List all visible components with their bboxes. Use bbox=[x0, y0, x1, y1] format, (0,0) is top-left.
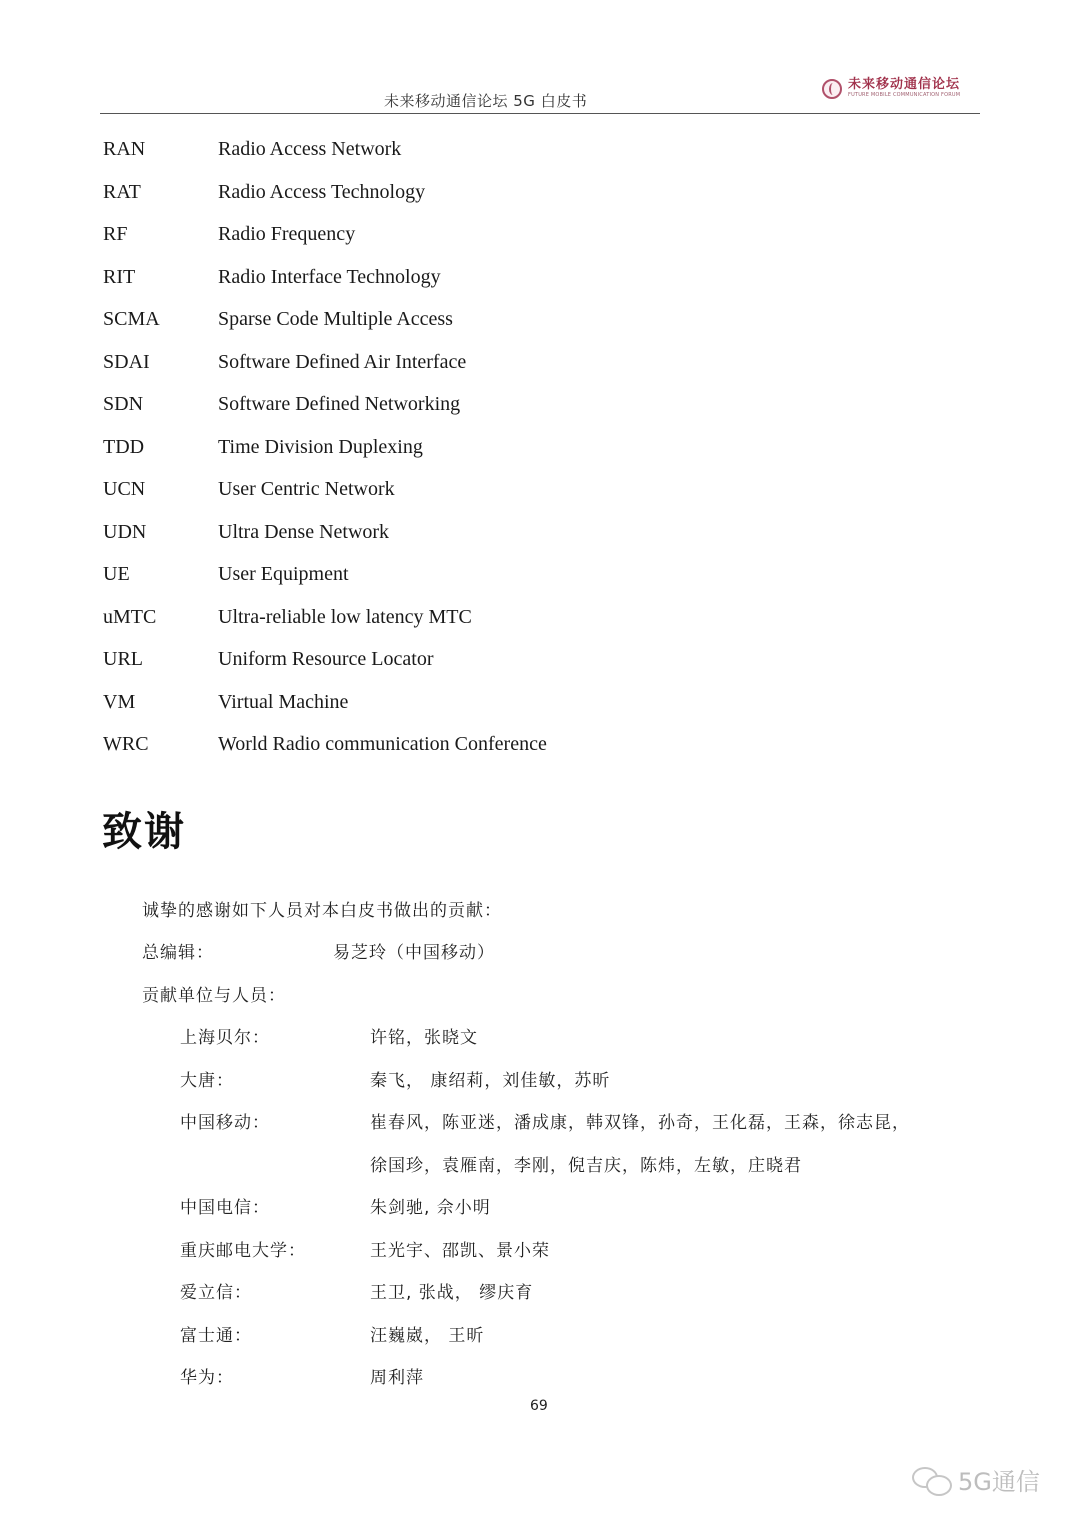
contributor-names bbox=[370, 1023, 950, 1066]
contributor-row bbox=[180, 1278, 980, 1321]
abbreviation-term: RF bbox=[103, 223, 128, 245]
abbreviation-definition: World Radio communication Conference bbox=[218, 733, 547, 755]
contributor-organization: 富士通： bbox=[180, 1325, 252, 1346]
abbreviation-term: uMTC bbox=[103, 605, 157, 628]
page-number: 69 bbox=[530, 1398, 548, 1414]
abbreviation-row bbox=[103, 733, 547, 776]
contributor-names bbox=[370, 1363, 950, 1406]
abbreviation-term: UCN bbox=[103, 478, 146, 500]
abbreviation-definition: Radio Access Technology bbox=[218, 180, 426, 203]
contributor-organization: 上海贝尔： bbox=[180, 1028, 270, 1048]
contributor-row bbox=[180, 1236, 980, 1279]
abbreviation-term: SCMA bbox=[103, 308, 160, 330]
abbreviation-definition: Time Division Duplexing bbox=[218, 435, 423, 458]
abbreviation-term: URL bbox=[103, 648, 143, 670]
abbreviation-row bbox=[103, 266, 547, 309]
contributor-names-line: 周利萍 bbox=[370, 1368, 424, 1388]
contributor-names bbox=[370, 1193, 950, 1236]
abbreviation-row bbox=[103, 436, 547, 479]
abbreviation-term: RAT bbox=[103, 180, 141, 203]
logo-english-text: FUTURE MOBILE COMMUNICATION FORUM bbox=[848, 92, 961, 98]
abbreviation-definition: Sparse Code Multiple Access bbox=[218, 308, 453, 330]
abbreviation-row bbox=[103, 563, 547, 606]
contributor-names-line: 王光宇、邵凯、景小荣 bbox=[370, 1240, 550, 1261]
contributor-organization: 爱立信： bbox=[180, 1283, 252, 1303]
watermark-text: 5G通信 bbox=[958, 1468, 1040, 1496]
abbreviation-definition: Radio Interface Technology bbox=[218, 265, 441, 288]
abbreviation-row bbox=[103, 691, 547, 734]
abbreviation-definition: Uniform Resource Locator bbox=[218, 648, 434, 670]
contributor-names-line: 朱剑驰, 佘小明 bbox=[370, 1198, 491, 1218]
abbreviation-term: RAN bbox=[103, 138, 146, 160]
contributor-organization: 重庆邮电大学： bbox=[180, 1240, 306, 1261]
acknowledgement-intro: 诚挚的感谢如下人员对本白皮书做出的贡献： bbox=[142, 901, 502, 921]
forum-logo-icon bbox=[822, 79, 842, 99]
contributor-organization: 大唐： bbox=[180, 1070, 234, 1091]
contributors-label: 贡献单位与人员： bbox=[142, 986, 286, 1006]
contributor-organization: 华为： bbox=[180, 1368, 234, 1388]
abbreviation-definition: Software Defined Networking bbox=[218, 393, 461, 415]
contributor-row bbox=[180, 1023, 980, 1066]
contributor-names-line: 秦飞， 康绍莉，刘佳敏，苏昕 bbox=[370, 1070, 611, 1091]
wechat-icon bbox=[912, 1465, 954, 1495]
forum-logo bbox=[822, 78, 960, 99]
abbreviation-row bbox=[103, 393, 547, 436]
abbreviation-definition: Virtual Machine bbox=[218, 690, 349, 713]
abbreviation-row bbox=[103, 308, 547, 351]
abbreviation-term: SDN bbox=[103, 393, 144, 415]
editor-name: 易芝玲（中国移动） bbox=[333, 943, 495, 963]
contributor-row bbox=[180, 1193, 980, 1236]
contributor-names-line: 崔春风，陈亚迷，潘成康，韩双锋，孙奇，王化磊，王森，徐志昆， bbox=[370, 1113, 910, 1133]
contributor-names bbox=[370, 1278, 950, 1321]
contributor-row bbox=[180, 1108, 980, 1193]
abbreviation-row bbox=[103, 648, 547, 691]
header-divider bbox=[100, 113, 980, 114]
contributor-list bbox=[180, 1023, 980, 1406]
contributor-names-line: 许铭，张晓文 bbox=[370, 1028, 478, 1048]
abbreviation-definition: Software Defined Air Interface bbox=[218, 350, 467, 373]
abbreviation-term: VM bbox=[103, 690, 136, 713]
abbreviation-list bbox=[103, 138, 547, 776]
abbreviation-definition: Radio Access Network bbox=[218, 138, 402, 160]
header-title: 未来移动通信论坛 5G 白皮书 bbox=[384, 92, 588, 110]
contributor-row bbox=[180, 1363, 980, 1406]
abbreviation-term: WRC bbox=[103, 733, 149, 755]
abbreviation-row bbox=[103, 351, 547, 394]
contributor-organization: 中国电信： bbox=[180, 1198, 270, 1218]
watermark bbox=[912, 1462, 1040, 1497]
contributor-names bbox=[370, 1321, 950, 1364]
contributor-names bbox=[370, 1236, 950, 1279]
abbreviation-row bbox=[103, 223, 547, 266]
contributor-row bbox=[180, 1321, 980, 1364]
editor-label: 总编辑： bbox=[142, 943, 214, 963]
abbreviation-row bbox=[103, 478, 547, 521]
abbreviation-term: UE bbox=[103, 563, 130, 585]
abbreviation-row bbox=[103, 138, 547, 181]
contributor-names-line: 王卫, 张战， 缪庆育 bbox=[370, 1283, 534, 1303]
abbreviation-row bbox=[103, 606, 547, 649]
abbreviation-definition: User Centric Network bbox=[218, 478, 395, 500]
contributor-row bbox=[180, 1066, 980, 1109]
abbreviation-term: SDAI bbox=[103, 350, 150, 373]
abbreviation-definition: Ultra-reliable low latency MTC bbox=[218, 605, 472, 628]
abbreviation-term: TDD bbox=[103, 435, 145, 458]
section-title: 致谢 bbox=[102, 809, 186, 855]
abbreviation-definition: Radio Frequency bbox=[218, 223, 356, 245]
contributor-names bbox=[370, 1066, 950, 1109]
contributor-names-line: 汪巍崴， 王昕 bbox=[370, 1325, 485, 1346]
abbreviation-definition: User Equipment bbox=[218, 563, 349, 585]
abbreviation-term: UDN bbox=[103, 520, 147, 543]
contributor-names bbox=[370, 1108, 950, 1193]
logo-chinese-text: 未来移动通信论坛 bbox=[848, 77, 961, 92]
contributor-organization: 中国移动： bbox=[180, 1113, 270, 1133]
contributor-names-line: 徐国珍，袁雁南，李刚，倪吉庆，陈炜，左敏，庄晓君 bbox=[370, 1155, 802, 1176]
abbreviation-definition: Ultra Dense Network bbox=[218, 520, 390, 543]
abbreviation-row bbox=[103, 181, 547, 224]
abbreviation-term: RIT bbox=[103, 265, 136, 288]
abbreviation-row bbox=[103, 521, 547, 564]
